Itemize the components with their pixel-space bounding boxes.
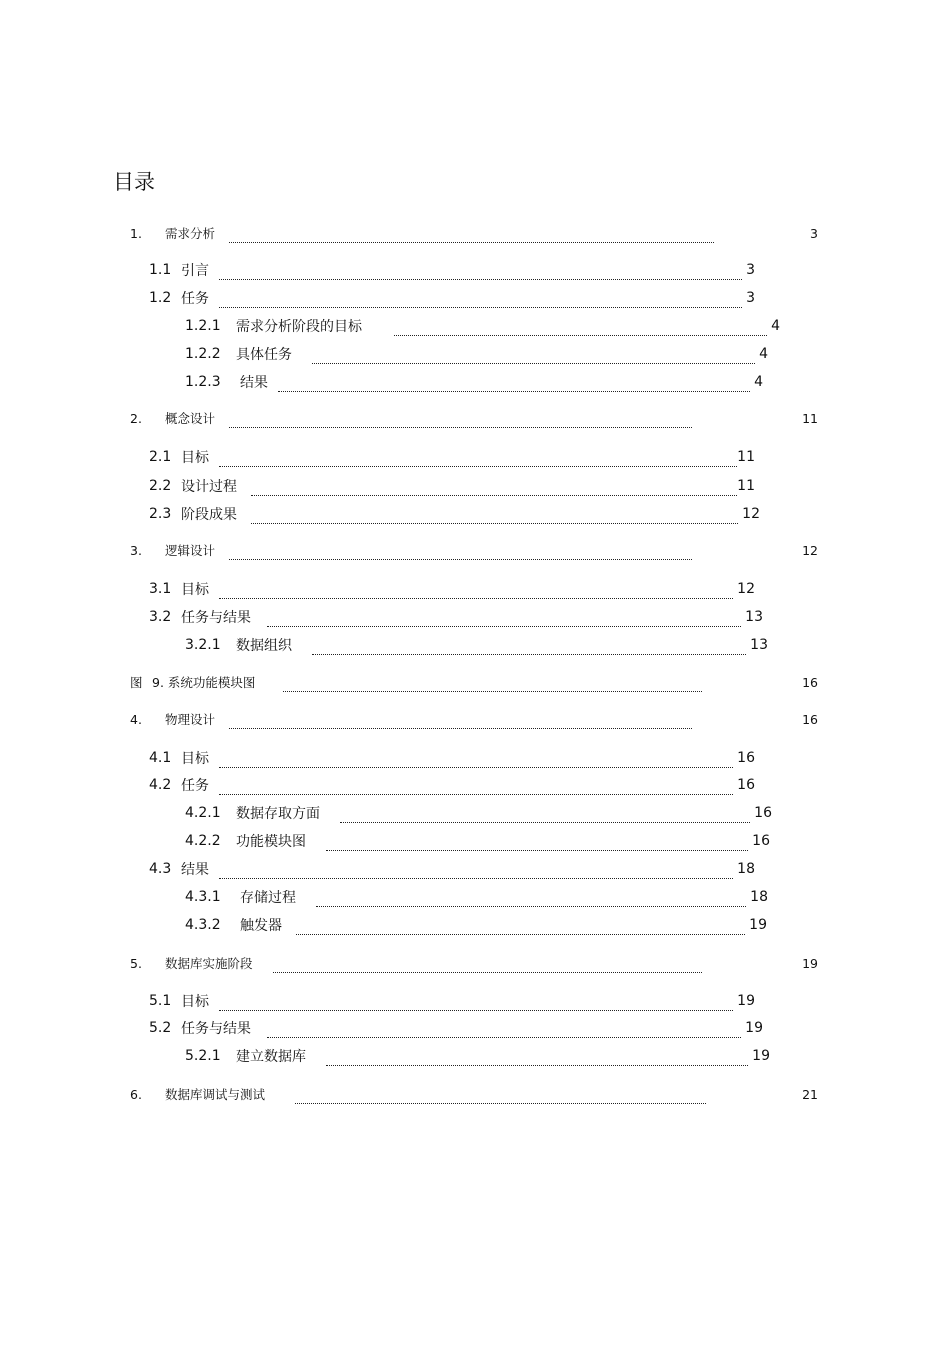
toc-entry-chapter-3[interactable] [130, 538, 818, 562]
toc-entry-page: 13 [750, 637, 768, 653]
toc-leader-dots [219, 452, 737, 467]
toc-entry-number: 5. [130, 955, 142, 971]
toc-entry-text: 概念设计 [165, 411, 216, 426]
toc-entry-number: 4.2.1 [185, 805, 221, 821]
toc-entry-chapter-6[interactable] [130, 1082, 818, 1106]
toc-entry-number: 4.3 [149, 861, 172, 877]
toc-leader-dots [219, 293, 742, 308]
toc-entry-text: 结果 [181, 862, 209, 878]
toc-entry-number: 4.3.2 [185, 917, 221, 933]
toc-leader-dots [267, 612, 741, 627]
toc-entry-number: 1.1 [149, 262, 172, 278]
toc-entry-figure-9[interactable] [130, 670, 818, 694]
toc-leader-dots [326, 1051, 748, 1066]
toc-entry-number: 4.1 [149, 750, 172, 766]
toc-entry-number: 5.2.1 [185, 1048, 221, 1064]
toc-entry-text: 具体任务 [236, 347, 292, 363]
toc-entry-number: 1.2.1 [185, 318, 221, 334]
toc-entry-number: 3.2 [149, 609, 172, 625]
toc-leader-dots [229, 413, 692, 428]
toc-title: 目录 [113, 170, 155, 194]
toc-leader-dots [283, 677, 702, 692]
toc-entry-number: 4. [130, 711, 142, 727]
toc-entry-text: 目标 [181, 450, 209, 466]
toc-leader-dots [273, 958, 703, 973]
toc-entry-chapter-5[interactable] [130, 951, 818, 975]
toc-entry-number: 2. [130, 410, 142, 426]
toc-entry-text: 触发器 [240, 918, 282, 934]
toc-entry-number: 1. [130, 225, 142, 241]
toc-leader-dots [229, 545, 692, 560]
toc-entry-text: 存储过程 [240, 890, 296, 906]
toc-entry-page: 19 [737, 993, 755, 1009]
toc-entry-number: 3.2.1 [185, 637, 221, 653]
toc-entry-number: 4.2 [149, 777, 172, 793]
toc-entry-section-2-3[interactable] [149, 502, 760, 526]
toc-entry-section-4-1[interactable] [149, 746, 755, 770]
toc-entry-number: 4.2.2 [185, 833, 221, 849]
toc-entry-page: 12 [802, 542, 818, 558]
toc-entry-text: 任务 [181, 778, 209, 794]
toc-entry-text: 引言 [181, 263, 209, 279]
toc-entry-text: 逻辑设计 [165, 543, 216, 558]
toc-entry-text: 建立数据库 [236, 1049, 306, 1065]
toc-leader-dots [219, 864, 733, 879]
toc-entry-page: 11 [737, 478, 755, 494]
toc-entry-page: 16 [752, 833, 770, 849]
toc-entry-number: 2.3 [149, 506, 172, 522]
toc-entry-section-4-3-2[interactable] [185, 913, 767, 937]
toc-leader-dots [219, 265, 742, 280]
toc-entry-page: 12 [737, 581, 755, 597]
toc-entry-page: 3 [746, 262, 755, 278]
toc-entry-section-1-2-3[interactable] [185, 370, 763, 394]
toc-entry-text: 任务 [181, 291, 209, 307]
toc-entry-number: 2.1 [149, 449, 172, 465]
toc-leader-dots [251, 481, 737, 496]
toc-entry-section-5-1[interactable] [149, 989, 755, 1013]
toc-entry-page: 19 [802, 955, 818, 971]
toc-entry-section-4-2-2[interactable] [185, 829, 770, 853]
toc-entry-text: 需求分析 [165, 226, 216, 241]
toc-entry-section-3-2[interactable] [149, 605, 763, 629]
toc-entry-number: 图 [130, 675, 143, 690]
toc-leader-dots [229, 714, 692, 729]
toc-entry-text: 目标 [181, 751, 209, 767]
toc-entry-page: 13 [745, 609, 763, 625]
toc-entry-section-4-2-1[interactable] [185, 801, 772, 825]
toc-entry-number: 2.2 [149, 478, 172, 494]
toc-entry-page: 16 [802, 674, 818, 690]
toc-entry-page: 19 [745, 1020, 763, 1036]
toc-entry-page: 4 [754, 374, 763, 390]
toc-entry-section-2-2[interactable] [149, 474, 755, 498]
toc-entry-text: 数据组织 [236, 638, 292, 654]
toc-entry-chapter-1[interactable] [130, 221, 818, 245]
toc-entry-page: 12 [742, 506, 760, 522]
toc-entry-section-5-2-1[interactable] [185, 1044, 770, 1068]
toc-leader-dots [219, 996, 733, 1011]
toc-entry-text: 目标 [181, 582, 209, 598]
toc-entry-section-3-1[interactable] [149, 577, 755, 601]
toc-leader-dots [295, 1089, 706, 1104]
toc-entry-text: 目标 [181, 994, 209, 1010]
toc-entry-number: 1.2 [149, 290, 172, 306]
toc-leader-dots [296, 920, 745, 935]
toc-entry-section-4-3-1[interactable] [185, 885, 768, 909]
toc-leader-dots [316, 892, 746, 907]
toc-leader-dots [251, 509, 738, 524]
toc-entry-page: 16 [754, 805, 772, 821]
toc-entry-number: 1.2.3 [185, 374, 221, 390]
toc-entry-page: 16 [737, 750, 755, 766]
toc-entry-section-4-2[interactable] [149, 773, 755, 797]
toc-leader-dots [326, 836, 748, 851]
toc-entry-number: 3.1 [149, 581, 172, 597]
toc-entry-text: 任务与结果 [181, 1021, 251, 1037]
toc-entry-chapter-2[interactable] [130, 406, 818, 430]
toc-entry-text: 需求分析阶段的目标 [236, 319, 362, 335]
toc-entry-number: 5.1 [149, 993, 172, 1009]
toc-leader-dots [278, 377, 750, 392]
toc-entry-text: 结果 [240, 375, 268, 391]
toc-entry-page: 21 [802, 1086, 818, 1102]
toc-leader-dots [219, 780, 733, 795]
toc-entry-page: 19 [749, 917, 767, 933]
toc-entry-number: 5.2 [149, 1020, 172, 1036]
toc-entry-section-3-2-1[interactable] [185, 633, 768, 657]
toc-entry-text: 数据库实施阶段 [165, 956, 253, 971]
toc-entry-page: 4 [771, 318, 780, 334]
toc-entry-page: 11 [737, 449, 755, 465]
toc-entry-number: 6. [130, 1086, 142, 1102]
toc-leader-dots [312, 349, 755, 364]
toc-entry-number: 3. [130, 542, 142, 558]
toc-entry-chapter-4[interactable] [130, 707, 818, 731]
toc-entry-section-1-2-2[interactable] [185, 342, 768, 366]
toc-entry-text: 任务与结果 [181, 610, 251, 626]
toc-leader-dots [312, 640, 746, 655]
toc-entry-page: 16 [802, 711, 818, 727]
toc-entry-number: 1.2.2 [185, 346, 221, 362]
toc-entry-page: 18 [750, 889, 768, 905]
toc-entry-page: 3 [746, 290, 755, 306]
toc-entry-number: 4.3.1 [185, 889, 221, 905]
toc-entry-text: 阶段成果 [181, 507, 237, 523]
toc-leader-dots [219, 753, 733, 768]
toc-entry-section-2-1[interactable] [149, 445, 755, 469]
toc-entry-section-1-2-1[interactable] [185, 314, 780, 338]
toc-entry-page: 16 [737, 777, 755, 793]
toc-entry-section-1-1[interactable] [149, 258, 755, 282]
toc-entry-text: 9. 系统功能模块图 [152, 675, 256, 690]
toc-entry-section-4-3[interactable] [149, 857, 755, 881]
toc-entry-text: 功能模块图 [236, 834, 306, 850]
toc-entry-page: 19 [752, 1048, 770, 1064]
toc-entry-page: 18 [737, 861, 755, 877]
toc-entry-text: 数据存取方面 [236, 806, 320, 822]
toc-entry-text: 数据库调试与测试 [165, 1087, 266, 1102]
toc-entry-section-1-2[interactable] [149, 286, 755, 310]
toc-leader-dots [340, 808, 750, 823]
toc-leader-dots [229, 228, 714, 243]
toc-leader-dots [267, 1023, 741, 1038]
toc-entry-page: 3 [810, 225, 818, 241]
toc-entry-page: 11 [802, 410, 818, 426]
toc-entry-section-5-2[interactable] [149, 1016, 763, 1040]
toc-entry-text: 物理设计 [165, 712, 216, 727]
toc-leader-dots [394, 321, 767, 336]
toc-entry-page: 4 [759, 346, 768, 362]
toc-leader-dots [219, 584, 733, 599]
toc-entry-text: 设计过程 [181, 479, 237, 495]
